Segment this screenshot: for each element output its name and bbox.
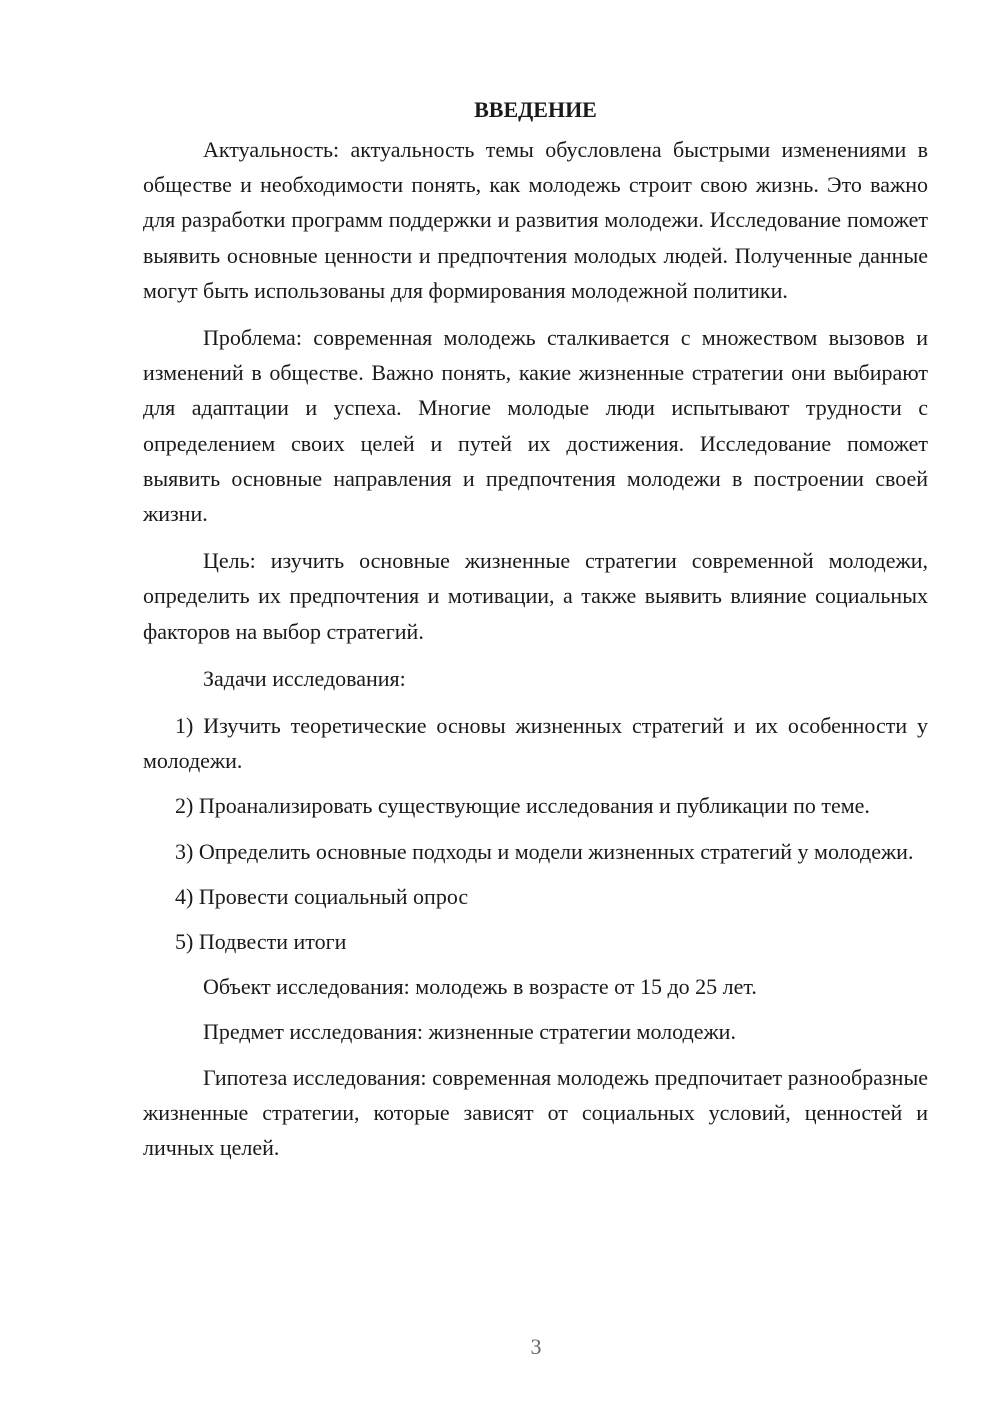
goal-paragraph: Цель: изучить основные жизненные стратегии современной молодежи, определить их предпочтения и мотивации, а также выявить влияние социальных факторов на выбор стратегий. xyxy=(143,548,928,644)
task-item: 3) Определить основные подходы и модели жизненных стратегий у молодежи. xyxy=(175,838,914,864)
hypothesis-paragraph: Гипотеза исследования: современная молодежь предпочитает разнообразные жизненные стратегии, которые зависят от социальных условий, ценностей и личных целей. xyxy=(143,1064,928,1161)
tasks-heading: Задачи исследования: xyxy=(203,665,406,691)
object-paragraph: Объект исследования: молодежь в возрасте от 15 до 25 лет. xyxy=(203,974,757,1000)
relevance-paragraph: Актуальность: актуальность темы обусловлена быстрыми изменениями в обществе и необходимости понять, как молодежь строит свою жизнь. Это важно для разработки программ поддержки и развития молодежи. Исследование поможет выявить основные ценности и предпочтения молодых людей. Полученные данные могут быть использованы для формирования молодежной политики. xyxy=(143,137,928,303)
document-page xyxy=(143,92,928,1165)
subject-paragraph: Предмет исследования: жизненные стратегии молодежи. xyxy=(203,1019,736,1045)
task-item: 1) Изучить теоретические основы жизненных стратегий и их особенности у молодежи. xyxy=(143,713,928,774)
problem-paragraph: Проблема: современная молодежь сталкивается с множеством вызовов и изменений в обществе. Важно понять, какие жизненные стратегии они выбирают для адаптации и успеха. Многие молодые люди испытывают трудности с определением своих целей и путей их достижения. Исследование поможет выявить основные направления и предпочтения молодежи в построении своей жизни. xyxy=(143,325,928,527)
task-item: 5) Подвести итоги xyxy=(175,929,347,955)
page-title: ВВЕДЕНИЕ xyxy=(474,97,597,122)
task-item: 2) Проанализировать существующие исследования и публикации по теме. xyxy=(175,793,870,819)
page-number: 3 xyxy=(530,1334,542,1359)
task-item: 4) Провести социальный опрос xyxy=(175,883,469,909)
